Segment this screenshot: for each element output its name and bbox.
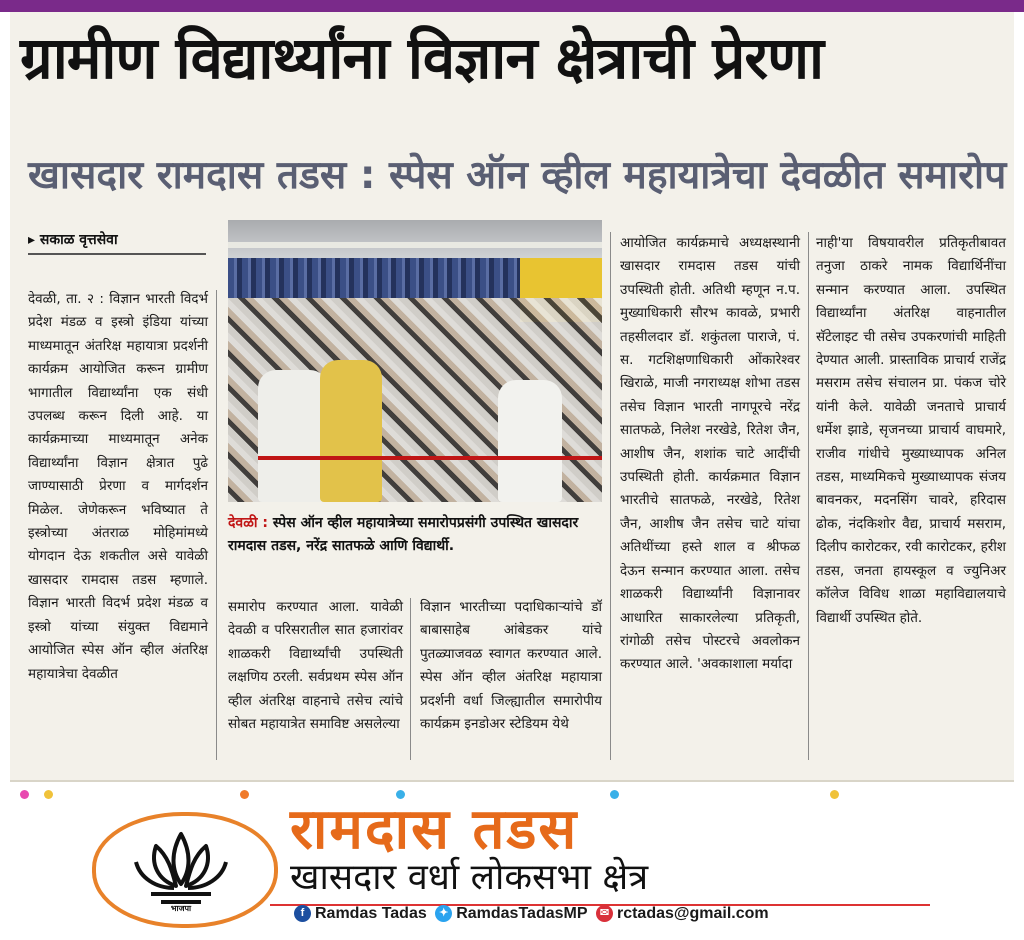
article-photo bbox=[228, 220, 602, 502]
article-column-3: विज्ञान भारतीच्या पदाधिकाऱ्यांचे डॉ बाबासाहेब आंबेडकर यांचे पुतळ्याजवळ स्वागत करण्यात आले. स्पेस ऑन व्हील अंतरिक्ष महायात्रा प्रदर्शनी वर्धा जिल्ह्यातील समारोपीय कार्यक्रम इनडोअर स्टेडियम येथे bbox=[420, 599, 602, 733]
column-divider bbox=[410, 598, 411, 760]
caption-place: देवळी : bbox=[228, 515, 268, 531]
logo-text: भाजपा bbox=[170, 904, 192, 912]
photo-ribbon bbox=[258, 456, 602, 460]
column-divider bbox=[808, 232, 809, 760]
photo-person-left bbox=[258, 370, 328, 502]
banner-constituency: खासदार वर्धा लोकसभा क्षेत्र bbox=[290, 857, 649, 898]
article-column-5: नाही'या विषयावरील प्रतिकृतीबावत तनुजा ठाकरे नामक विद्यार्थिनींचा सन्मान करण्यात आला. उपस्थित विद्यार्थ्यांना अंतरिक्ष वाहनातील सॅटेलाइट ची तसेच उपकरणांची माहिती देण्यात आली. प्रास्ताविक प्राचार्य राजेंद्र मसराम तसेच संचालन प्रा. पंकज चोरे यांनी केले. यावेळी जनताचे प्राचार्य धर्मेश झाडे, सृजनच्या प्राचार्य वाघमारे, राजीव गांधीचे मुख्याध्यापक अनिल तडस, माध्यमिकचे मुख्याध्यापक संजय बावनकर, मदनसिंग चावरे, हरिदास ढोक, नंदकिशोर वैद्य, प्राचार्य मसराम, दिलीप कारोटकर, रवी कारोटकर, हरीश तडस, जनता हायस्कूल व ज्युनिअर कॉलेज विविध शाळा महाविद्यालयाचे विद्यार्थी उपस्थित होते. bbox=[816, 235, 1006, 626]
facebook-link[interactable] bbox=[294, 901, 427, 927]
caption-text: स्पेस ऑन व्हील महायात्रेच्या समारोपप्रसंगी उपस्थित खासदार रामदास तडस, नरेंद्र सातफळे आणि विद्यार्थी. bbox=[228, 515, 579, 554]
dot bbox=[240, 790, 249, 799]
facebook-label: Ramdas Tadas bbox=[315, 905, 427, 922]
byline-arrow-icon: ▸ bbox=[28, 232, 36, 248]
article-subheadline: खासदार रामदास तडस : स्पेस ऑन व्हील महायात्रेचा देवळीत समारोप bbox=[28, 153, 1007, 198]
photo-person-yellow bbox=[320, 360, 382, 502]
twitter-icon: ✦ bbox=[435, 905, 452, 922]
twitter-label: RamdasTadasMP bbox=[456, 905, 588, 922]
banner-name: रामदास तडस bbox=[290, 797, 579, 862]
email-icon: ✉ bbox=[596, 905, 613, 922]
email-link[interactable] bbox=[596, 901, 769, 927]
photo-person-right bbox=[498, 380, 562, 502]
email-label: rctadas@gmail.com bbox=[616, 905, 769, 922]
twitter-link[interactable] bbox=[435, 901, 587, 927]
social-links bbox=[294, 901, 1014, 927]
dot bbox=[44, 790, 53, 799]
column-divider bbox=[610, 232, 611, 760]
article-headline: ग्रामीण विद्यार्थ्यांना विज्ञान क्षेत्राची प्रेरणा bbox=[20, 24, 824, 92]
column-divider bbox=[216, 290, 217, 760]
dot bbox=[20, 790, 29, 799]
facebook-icon: f bbox=[294, 905, 311, 922]
article-column-4: आयोजित कार्यक्रमाचे अध्यक्षस्थानी खासदार रामदास तडस यांची उपस्थिती होती. अतिथी म्हणून न.प. मुख्याधिकारी सौरभ कावळे, प्रभारी तहसीलदार डॉ. शकुंतला पाराजे, पं. स. गटशिक्षणाधिकारी ओंकारेश्वर खिराळे, माजी नगराध्यक्ष शोभा तडस तसेच विज्ञान भारती नागपूरचे नरेंद्र सातफळे, निलेश नरखेडे, रितेश जैन, आशीष जैन, शशांक चाटे आदींची उपस्थिती होती. कार्यक्रमात विज्ञान भारतीचे सातफळे, नरखेडे, रितेश जैन, आशीष जैन तसेच चाटे यांचा अतिथींच्या हस्ते शाल व श्रीफळ देऊन सन्मान करण्यात आला. तसेच शाळकरी विद्यार्थ्यांनी विज्ञानावर आधारित साकारलेल्या प्रतिकृती, रांगोळी तसेच पोस्टरचे अवलोकन करण्यात आले. 'अवकाशाला मर्यादा bbox=[620, 235, 800, 673]
article-column-1: देवळी, ता. २ : विज्ञान भारती विदर्भ प्रदेश मंडळ व इस्त्रो इंडिया यांच्या माध्यमातून अंतरिक्ष महायात्रा प्रदर्शनी कार्यक्रम आयोजित करून ग्रामीण भागातील विद्यार्थ्यांना एक संधी उपलब्ध करून दिली आहे. या कार्यक्रमाच्या माध्यमातून अनेक विद्यार्थ्यांना विज्ञान क्षेत्रात पुढे जाण्यासाठी प्रेरणा व मार्गदर्शन मिळेल. जेणेकरून भविष्यात ते इस्त्रोच्या अंतराळ मोहिमांमध्ये योगदान देऊ शकतील असे यावेळी खासदार रामदास तडस म्हणाले. विज्ञान भारती विदर्भ प्रदेश मंडळ व इस्त्रो यांच्या संयुक्त विद्यमाने आयोजित स्पेस ऑन व्हील अंतरिक्ष महायात्रेचा देवळीत bbox=[28, 291, 208, 682]
byline-text: सकाळ वृत्तसेवा bbox=[39, 232, 118, 248]
lotus-icon bbox=[126, 822, 236, 912]
article-column-2: समारोप करण्यात आला. यावेळी देवळी व परिसरातील सात हजारांवर शाळकरी विद्यार्थ्यांची उपस्थिती लक्षणिय ठरली. सर्वप्रथम स्पेस ऑन व्हील अंतरिक्ष वाहनाचे तसेच त्यांचे सोबत महायात्रेत समाविष्ट असलेल्या bbox=[228, 599, 403, 733]
photo-roof bbox=[228, 220, 602, 258]
top-color-bar bbox=[0, 0, 1024, 12]
photo-roof-beam bbox=[228, 242, 602, 248]
article-byline bbox=[28, 230, 206, 255]
photo-caption bbox=[228, 512, 608, 558]
